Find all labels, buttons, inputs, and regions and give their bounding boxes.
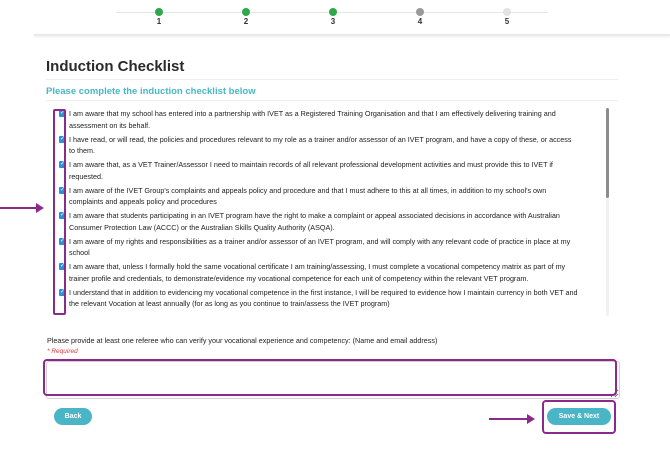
checkbox-checked-icon[interactable]: ✓ bbox=[59, 263, 66, 269]
textarea-highlight-box bbox=[43, 359, 617, 396]
step-3-dot bbox=[329, 8, 337, 16]
save-pointer-arrow bbox=[489, 418, 527, 420]
title-divider bbox=[46, 79, 618, 80]
checkbox-highlight-box bbox=[53, 109, 66, 315]
checklist-item-text: I am aware of the IVET Group's complaints and appeals policy and procedure and that I must adhere to this at all times, in addition to my school's own complaints and appeals policy and procedures bbox=[69, 185, 547, 206]
step-4-label: 4 bbox=[417, 17, 423, 26]
subtitle-divider bbox=[46, 100, 618, 101]
step-3-label: 3 bbox=[330, 17, 336, 26]
checklist-item[interactable] bbox=[58, 287, 578, 313]
checkbox-checked-icon[interactable]: ✓ bbox=[59, 288, 66, 295]
checklist-item-text: I have read, or will read, the policies and procedures relevant to my role as a trainer and/or assessor of an IVET program, and have a copy of these, or access to them. bbox=[69, 134, 572, 155]
referee-label: Please provide at least one referee who can verify your vocational experience and competency: (Name and email address) bbox=[47, 336, 438, 345]
checklist-item-text: I am aware that, as a VET Trainer/Assessor I need to maintain records of all relevant professional development activities and must provide this to IVET if requested. bbox=[69, 160, 553, 181]
checkbox-checked-icon[interactable]: ✓ bbox=[59, 110, 66, 116]
arrow-right-icon bbox=[36, 203, 44, 213]
checklist-item-text: I am aware that, unless I formally hold the same vocational certificate I am training/assessing, I must complete a vocational competency matrix as part of my trainer profile and credentials, to demonstrate/evidence my vocational competence for each unit of competency within the relevant VET program. bbox=[69, 262, 566, 283]
checkbox-checked-icon[interactable]: ✓ bbox=[59, 237, 66, 244]
step-1-dot bbox=[155, 8, 163, 16]
checklist-item[interactable] bbox=[58, 236, 578, 262]
checkbox-checked-icon[interactable]: ✓ bbox=[59, 161, 66, 167]
save-highlight-box bbox=[542, 400, 616, 434]
page-subtitle: Please complete the induction checklist below bbox=[46, 86, 256, 97]
checklist-item[interactable] bbox=[58, 185, 578, 211]
checklist-item[interactable] bbox=[58, 210, 578, 236]
step-5-dot bbox=[503, 8, 511, 16]
induction-checklist bbox=[58, 108, 578, 312]
step-5-label: 5 bbox=[504, 17, 510, 26]
back-button[interactable]: Back bbox=[54, 408, 92, 425]
step-2-label: 2 bbox=[243, 17, 249, 26]
checkbox-checked-icon[interactable]: ✓ bbox=[59, 135, 66, 142]
required-indicator: * Required bbox=[47, 348, 78, 355]
step-1-label: 1 bbox=[156, 17, 162, 26]
step-4-dot bbox=[416, 8, 424, 16]
checklist-item-text: I am aware that my school has entered into a partnership with IVET as a Registered Training Organisation and that I am effectively delivering training and assessment on its behalf. bbox=[69, 109, 556, 130]
arrow-right-icon bbox=[527, 414, 535, 424]
checklist-scrollbar-thumb[interactable] bbox=[606, 108, 609, 198]
step-2-dot bbox=[242, 8, 250, 16]
page-title: Induction Checklist bbox=[46, 58, 185, 75]
checklist-item-text: I understand that in addition to evidencing my vocational competence in the first instance, I will be required to evidence how I maintain currency in both VET and the relevant Vocation at least annually (for as long as you continue to train/assess the IVET program) bbox=[69, 287, 578, 308]
header-divider bbox=[34, 34, 670, 36]
checklist-item[interactable] bbox=[58, 261, 578, 287]
checklist-item[interactable] bbox=[58, 134, 578, 160]
checklist-item-text: I am aware of my rights and responsibilities as a trainer and/or assessor of an IVET program, and will comply with any relevant code of practice in place at my school bbox=[69, 236, 571, 257]
checkbox-pointer-arrow bbox=[0, 207, 36, 209]
save-next-button[interactable]: Save & Next bbox=[547, 408, 611, 425]
checklist-item[interactable] bbox=[58, 159, 578, 185]
checkbox-checked-icon[interactable]: ✓ bbox=[59, 212, 66, 218]
checkbox-checked-icon[interactable]: ✓ bbox=[59, 186, 66, 193]
checklist-item[interactable] bbox=[58, 108, 578, 134]
checklist-item-text: I am aware that students participating in an IVET program have the right to make a complaint or appeal associated decisions in accordance with Australian Consumer Protection Law (ACCC) or the Australian Skills Quality Authority (ASQA). bbox=[69, 211, 560, 232]
